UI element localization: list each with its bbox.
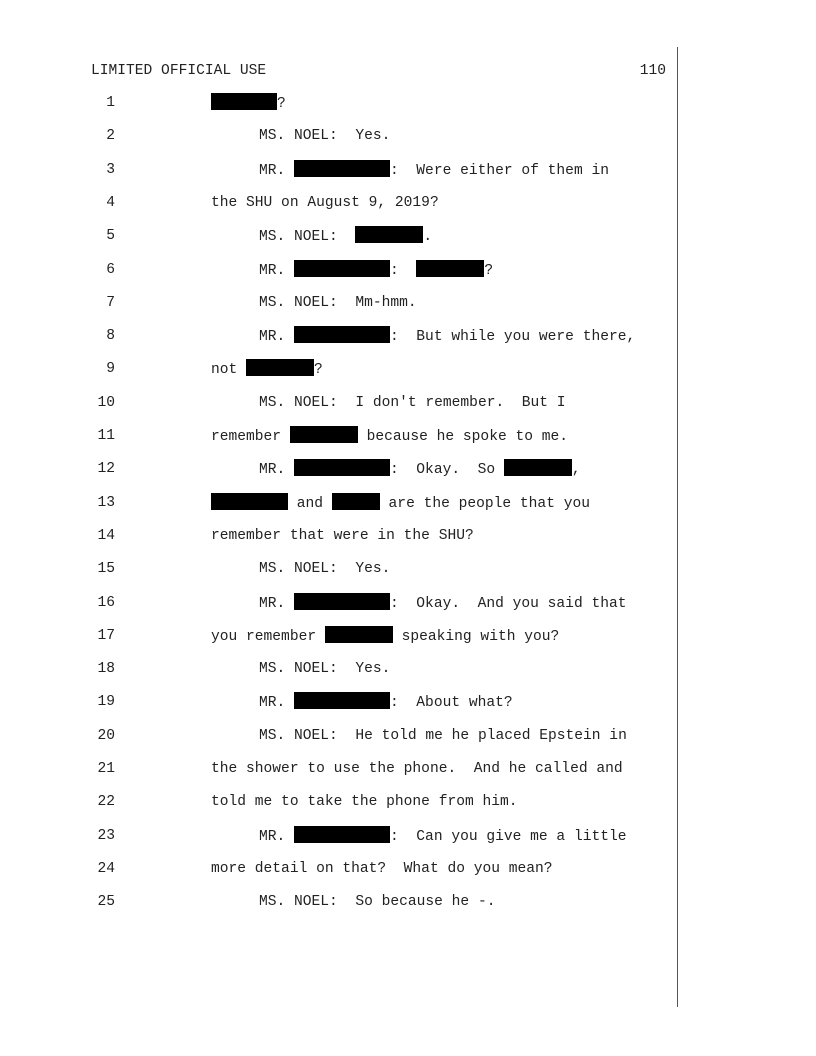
line-number: 4 [106, 194, 115, 211]
text-segment: MR. [259, 695, 295, 712]
redaction-box [294, 326, 390, 343]
text-segment: you remember [211, 628, 325, 645]
text-segment: : Were either of them in [390, 162, 609, 179]
text-segment: because he spoke to me. [357, 429, 569, 445]
redaction-box [246, 359, 314, 376]
transcript-line [0, 892, 676, 912]
text-segment: : Can you give me a little [390, 828, 627, 845]
line-text [211, 93, 286, 114]
text-segment: remember that were in the SHU? [211, 527, 474, 544]
line-text [211, 626, 559, 647]
text-segment: are the people that you [379, 495, 590, 512]
redaction-box [294, 593, 390, 610]
classification-header: LIMITED OFFICIAL USE [91, 63, 267, 79]
line-text [211, 526, 474, 546]
text-segment: . [423, 229, 433, 246]
transcript-line [0, 93, 676, 113]
line-number: 21 [97, 761, 115, 777]
text-segment: : [390, 262, 417, 279]
redaction-box [211, 493, 288, 510]
text-segment: : Okay. So [390, 462, 504, 479]
text-segment: ? [277, 96, 286, 112]
transcript-line [0, 859, 676, 879]
text-segment: MR. [259, 329, 295, 346]
transcript-line [0, 526, 676, 546]
transcript-line [0, 126, 676, 146]
line-number: 19 [97, 694, 115, 711]
transcript-line [0, 626, 676, 646]
text-segment: MS. NOEL: I don't remember. But I [259, 394, 566, 411]
line-text [259, 892, 495, 912]
redaction-box [332, 493, 380, 510]
line-number: 12 [97, 461, 115, 478]
text-segment: speaking with you? [392, 628, 560, 645]
redaction-box [294, 459, 390, 476]
transcript-line [0, 726, 676, 746]
transcript-line [0, 792, 676, 812]
line-text [259, 226, 432, 247]
text-segment: ? [314, 362, 323, 379]
line-number: 1 [106, 95, 115, 111]
transcript-line [0, 359, 676, 379]
text-segment: ? [484, 262, 494, 279]
line-number: 16 [97, 594, 115, 611]
text-segment: told me to take the phone from him. [211, 794, 518, 811]
line-number: 3 [106, 161, 115, 178]
transcript-line [0, 260, 676, 280]
line-number: 20 [97, 727, 115, 744]
transcript-line [0, 493, 676, 513]
transcript-line [0, 326, 676, 346]
text-segment: the shower to use the phone. And he called and [211, 761, 623, 777]
line-number: 8 [106, 328, 115, 345]
line-number: 25 [97, 894, 115, 911]
line-text [259, 126, 390, 146]
line-text [259, 326, 635, 347]
line-text [259, 393, 566, 413]
text-segment: : Okay. And you said that [390, 595, 627, 612]
redaction-box [416, 260, 484, 277]
transcript-line [0, 226, 676, 246]
transcript-line [0, 293, 676, 313]
text-segment: remember [211, 429, 290, 445]
text-segment: MR. [259, 828, 295, 845]
page-number: 110 [639, 63, 666, 79]
line-text [259, 593, 627, 614]
transcript-line [0, 193, 676, 213]
text-segment: MR. [259, 595, 295, 612]
line-text [259, 559, 390, 579]
text-segment: more detail on that? What do you mean? [211, 860, 553, 877]
transcript-line [0, 559, 676, 579]
line-text [259, 160, 609, 181]
redaction-box [294, 692, 390, 709]
redaction-box [355, 226, 423, 243]
text-segment: MS. NOEL: Yes. [259, 561, 391, 578]
line-number: 7 [106, 294, 115, 311]
line-number: 15 [97, 561, 115, 578]
text-segment: MR. [259, 162, 295, 179]
redaction-box [294, 260, 390, 277]
text-segment: MS. NOEL: Mm-hmm. [259, 294, 417, 311]
transcript-line [0, 659, 676, 679]
transcript-line [0, 459, 676, 479]
line-text [259, 726, 627, 746]
transcript-line [0, 593, 676, 613]
transcript-line [0, 160, 676, 180]
line-number: 11 [97, 428, 115, 444]
transcript-line [0, 692, 676, 712]
line-number: 5 [106, 228, 115, 245]
transcript-line [0, 826, 676, 846]
text-segment: the SHU on August 9, 2019? [211, 194, 439, 211]
text-segment: , [571, 462, 581, 479]
transcript-line [0, 393, 676, 413]
text-segment: MS. NOEL: So because he -. [259, 894, 496, 911]
line-text [211, 859, 553, 879]
line-number: 2 [106, 128, 115, 145]
line-text [259, 459, 581, 480]
text-segment: MR. [259, 462, 295, 479]
text-segment: MS. NOEL: He told me he placed Epstein in [259, 727, 627, 744]
line-number: 10 [97, 394, 115, 411]
line-text [211, 359, 323, 380]
line-number: 17 [97, 627, 115, 644]
text-segment: MR. [259, 262, 295, 279]
line-number: 23 [97, 827, 115, 844]
text-segment: not [211, 362, 247, 379]
line-number: 9 [106, 361, 115, 378]
text-segment: MS. NOEL: [259, 229, 356, 246]
redaction-box [290, 426, 358, 443]
text-segment: MS. NOEL: Yes. [259, 661, 391, 678]
line-text [259, 260, 493, 281]
line-text [211, 426, 568, 447]
right-margin-rule [677, 47, 678, 1007]
line-text [259, 293, 417, 313]
line-number: 22 [97, 794, 115, 811]
line-number: 18 [97, 661, 115, 678]
transcript-line [0, 426, 676, 446]
text-segment: : About what? [390, 695, 513, 712]
redaction-box [294, 160, 390, 177]
line-number: 14 [97, 527, 115, 544]
line-text [259, 826, 627, 847]
line-text [259, 659, 390, 679]
line-text [259, 692, 513, 713]
text-segment: MS. NOEL: Yes. [259, 128, 391, 145]
line-number: 24 [97, 860, 115, 877]
line-number: 13 [97, 494, 115, 511]
transcript-line [0, 759, 676, 779]
text-segment: : But while you were there, [390, 329, 636, 346]
redaction-box [504, 459, 572, 476]
redaction-box [325, 626, 393, 643]
line-text [211, 493, 590, 514]
line-text [211, 792, 518, 812]
line-number: 6 [106, 261, 115, 278]
redaction-box [211, 93, 277, 110]
redaction-box [294, 826, 390, 843]
text-segment: and [288, 495, 332, 512]
line-text [211, 759, 623, 779]
line-text [211, 193, 439, 213]
